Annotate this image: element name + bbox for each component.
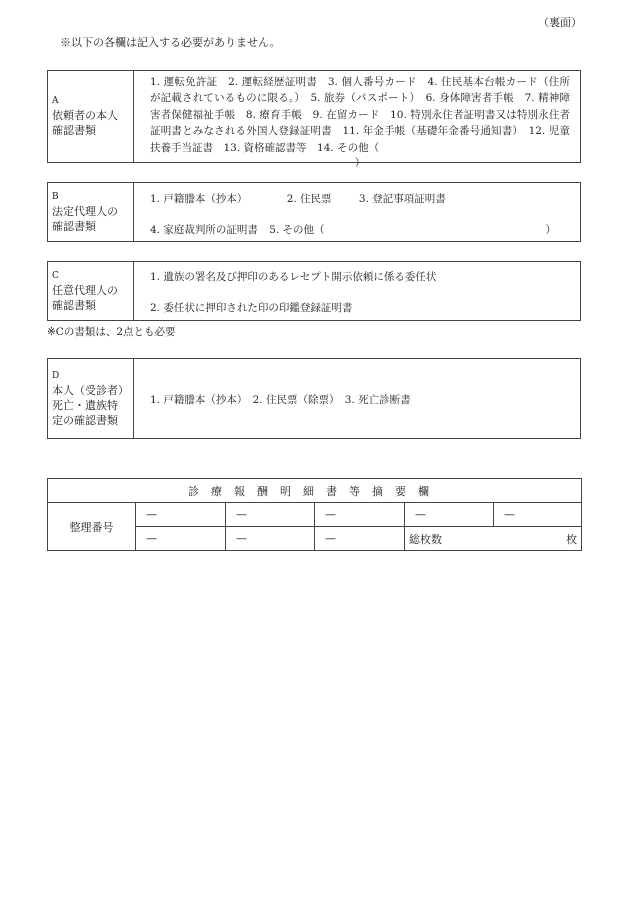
section-a-document-list: 1. 運転免許証 2. 運転経歴証明書 3. 個人番号カード 4. 住民基本台帳カード（住所が記載されているものに限る。） 5. 旅券（パスポート） 6. 身体障害者手帳 7. 精神障害者保健福祉手帳 8. 療育手帳 9. 在留カード 10. 特別永住者証明書又は特別永住者証明書とみなされる外国人登録証明書 11. 年金手帳（基礎年金番号通知書） 12. 児童扶養手当証書 13. 資格確認書等 14. その他（	[150, 76, 570, 154]
section-c-code: C	[52, 270, 59, 281]
reference-number-cell: —	[315, 503, 405, 527]
section-c-item-2: 2. 委任状に押印された印の印鑑登録証明書	[150, 302, 353, 314]
section-b-title-line2: 確認書類	[52, 219, 96, 233]
total-sheets-unit: 枚	[566, 532, 578, 546]
page-side-label: （裏面）	[538, 16, 582, 29]
section-c	[47, 261, 581, 321]
section-b-item-5: 5. その他（	[269, 224, 325, 236]
section-c-item-1: 1. 遺族の署名及び押印のあるレセプト開示依頼に係る委任状	[150, 271, 437, 283]
total-sheets-label: 総枚数	[409, 532, 442, 546]
section-a	[47, 70, 581, 170]
section-c-title-line1: 任意代理人の	[52, 283, 118, 297]
reference-number-cell: —	[405, 503, 494, 527]
section-a-title-line1: 依頼者の本人	[52, 109, 118, 122]
reference-number-cell: —	[136, 527, 226, 551]
section-d-code: D	[52, 370, 60, 381]
section-a-content	[134, 71, 580, 170]
summary-header: 診療報酬明細書等摘要欄	[48, 479, 582, 503]
reference-number-cell: —	[136, 503, 226, 527]
reference-number-label: 整理番号	[48, 503, 136, 551]
section-b-item-3: 3. 登記事項証明書	[358, 193, 446, 205]
section-b-item-2: 2. 住民票	[286, 193, 332, 205]
section-b-item-4: 4. 家庭裁判所の証明書	[150, 224, 258, 236]
section-c-label	[48, 262, 134, 320]
reference-number-cell: —	[226, 503, 315, 527]
section-a-title-line2: 確認書類	[52, 124, 96, 137]
section-a-code: A	[52, 96, 59, 106]
section-d-content	[134, 359, 580, 438]
section-d-document-list: 1. 戸籍謄本（抄本） 2. 住民票（除票） 3. 死亡診断書	[150, 394, 411, 406]
summary-table	[47, 478, 582, 551]
section-b-close-paren: ）	[545, 224, 556, 236]
section-d-title-line1: 本人（受診者）	[52, 383, 129, 397]
section-d-title-line3: 定の確認書類	[52, 413, 118, 427]
notice-text: ※以下の各欄は記入する必要がありません。	[60, 36, 281, 49]
reference-number-cell: —	[315, 527, 405, 551]
section-b-item-1: 1. 戸籍謄本（抄本）	[150, 193, 248, 205]
section-b-label	[48, 183, 134, 241]
section-d-title-line2: 死亡・遺族特	[52, 398, 118, 412]
reference-number-cell: —	[226, 527, 315, 551]
section-d-label	[48, 359, 134, 438]
section-d	[47, 358, 581, 439]
section-a-close-paren: ）	[354, 157, 366, 170]
section-c-title-line2: 確認書類	[52, 298, 96, 312]
reference-number-cell: —	[494, 503, 582, 527]
section-b-title-line1: 法定代理人の	[52, 204, 118, 218]
section-b	[47, 182, 581, 242]
section-b-content	[134, 183, 580, 241]
total-sheets-cell	[405, 527, 582, 551]
section-c-note: ※Cの書類は、2点とも必要	[47, 326, 176, 338]
section-b-code: B	[52, 191, 59, 202]
section-c-content	[134, 262, 580, 320]
section-a-label	[48, 71, 134, 162]
